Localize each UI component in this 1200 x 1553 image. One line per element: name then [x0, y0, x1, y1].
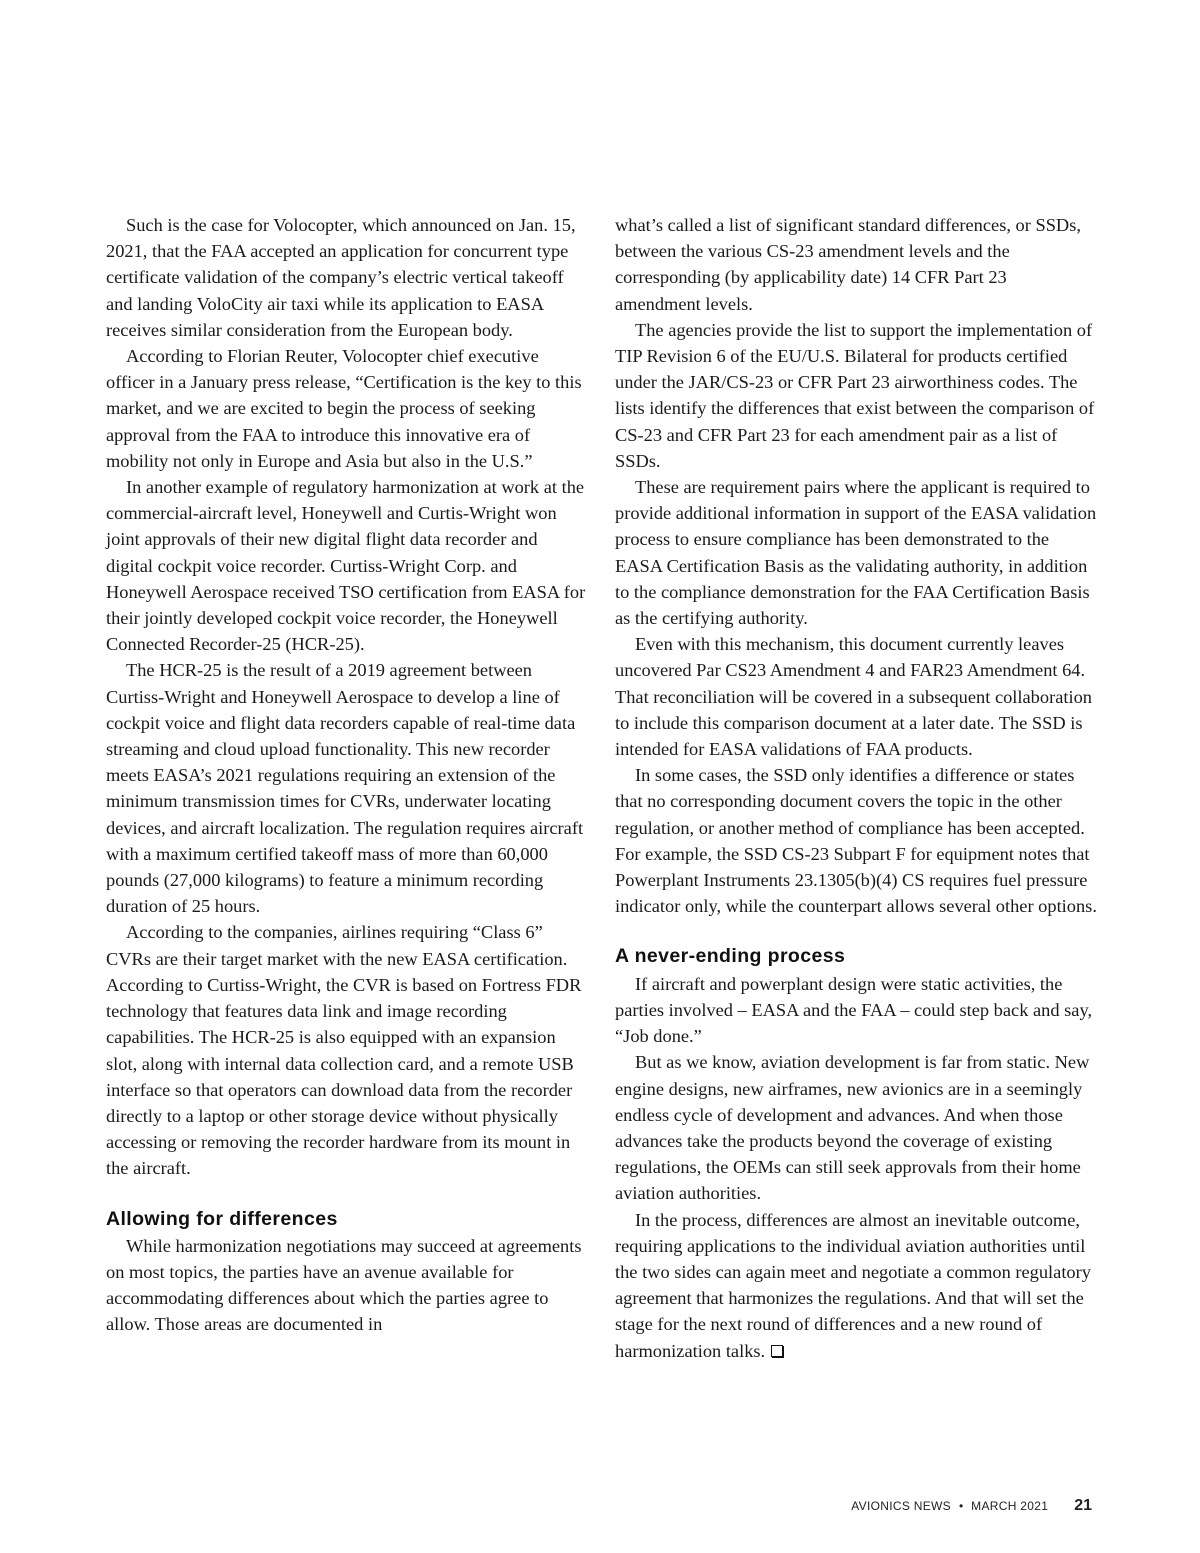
page-number: 21	[1074, 1497, 1092, 1514]
left-column	[106, 212, 588, 1338]
final-paragraph-text: In the process, differences are almost an inevitable outcome, requiring applications to the individual aviation authorities until the two sides can again meet and negotiate a common regulatory agreement that harmonizes the regulations. And that will set the stage for the next round of differences and a new round of harmonization talks.	[615, 1209, 1091, 1361]
page-footer	[851, 1497, 1092, 1515]
body-paragraph: In another example of regulatory harmonization at work at the commercial-aircraft level, Honeywell and Curtis-Wright won joint approvals of their new digital flight data recorder and digital cockpit voice recorder. Curtiss-Wright Corp. and Honeywell Aerospace received TSO certification from EASA for their jointly developed cockpit voice recorder, the Honeywell Connected Recorder-25 (HCR-25).	[106, 477, 586, 655]
body-paragraph: While harmonization negotiations may succeed at agreements on most topics, the parties have an avenue available for accommodating differences about which the parties agree to allow. Those areas are documented in	[106, 1235, 582, 1335]
body-paragraph	[615, 1207, 1097, 1364]
footer-separator: •	[958, 1499, 964, 1513]
body-paragraph: But as we know, aviation development is far from static. New engine designs, new airframes, new avionics are in a seemingly endless cycle of development and advances. And when those advances take the products beyond the coverage of existing regulations, the OEMs can still seek approvals from their home aviation authorities.	[615, 1052, 1090, 1204]
body-paragraph: According to Florian Reuter, Volocopter chief executive officer in a January press release, “Certification is the key to this market, and we are excited to begin the process of seeking approval from the FAA to introduce this innovative era of mobility not only in Europe and Asia but also in the U.S.”	[106, 346, 582, 471]
section-heading: Allowing for differences	[106, 1207, 338, 1230]
body-paragraph: In some cases, the SSD only identifies a difference or states that no corresponding document covers the topic in the other regulation, or another method of compliance has been accepted. For example, the SSD CS-23 Subpart F for equipment notes that Powerplant Instruments 23.1305(b)(4) CS requires fuel pressure indicator only, while the counterpart allows several other options.	[615, 765, 1097, 917]
issue-date: MARCH 2021	[971, 1499, 1049, 1513]
body-paragraph: These are requirement pairs where the applicant is required to provide additional information in support of the EASA validation process to ensure compliance has been demonstrated to the EASA Certification Basis as the validating authority, in addition to the compliance demonstration for the FAA Certification Basis as the certifying authority.	[615, 477, 1097, 629]
body-paragraph: Even with this mechanism, this document currently leaves uncovered Par CS23 Amendment 4 and FAR23 Amendment 64. That reconciliation will be covered in a subsequent collaboration to include this comparison document at a later date. The SSD is intended for EASA validations of FAA products.	[615, 634, 1092, 760]
section-heading: A never-ending process	[615, 945, 846, 968]
body-paragraph-continued: what’s called a list of significant standard differences, or SSDs, between the various CS-23 amendment levels and the corresponding (by applicability date) 14 CFR Part 23 amendment levels.	[615, 215, 1081, 314]
right-column	[615, 212, 1097, 1364]
body-paragraph: According to the companies, airlines requiring “Class 6” CVRs are their target market with the new EASA certification. According to Curtiss-Wright, the CVR is based on Fortress FDR technology that features data link and image recording capabilities. The HCR-25 is also equipped with an expansion slot, along with internal data collection card, and a remote USB interface so that operators can download data from the recorder directly to a laptop or other storage device without physically accessing or removing the recorder hardware from its mount in the aircraft.	[106, 922, 582, 1179]
body-paragraph: The agencies provide the list to support the implementation of TIP Revision 6 of the EU/U.S. Bilateral for products certified under the JAR/CS-23 or CFR Part 23 airworthiness codes. The lists identify the differences that exist between the comparison of CS-23 and CFR Part 23 for each amendment pair as a list of SSDs.	[615, 319, 1095, 471]
end-of-article-icon	[771, 1345, 783, 1357]
body-paragraph: If aircraft and powerplant design were static activities, the parties involved – EASA and the FAA – could step back and say, “Job done.”	[615, 973, 1093, 1047]
publication-name: AVIONICS NEWS	[851, 1499, 951, 1513]
body-paragraph: Such is the case for Volocopter, which announced on Jan. 15, 2021, that the FAA accepted an application for concurrent type certificate validation of the company’s electric vertical takeoff and landing VoloCity air taxi while its application to EASA receives similar consideration from the European body.	[106, 215, 576, 340]
body-paragraph: The HCR-25 is the result of a 2019 agreement between Curtiss-Wright and Honeywell Aerospace to develop a line of cockpit voice and flight data recorders capable of real-time data streaming and cloud upload functionality. This new recorder meets EASA’s 2021 regulations requiring an extension of the minimum transmission times for CVRs, underwater locating devices, and aircraft localization. The regulation requires aircraft with a maximum certified takeoff mass of more than 60,000 pounds (27,000 kilograms) to feature a minimum recording duration of 25 hours.	[106, 660, 584, 917]
